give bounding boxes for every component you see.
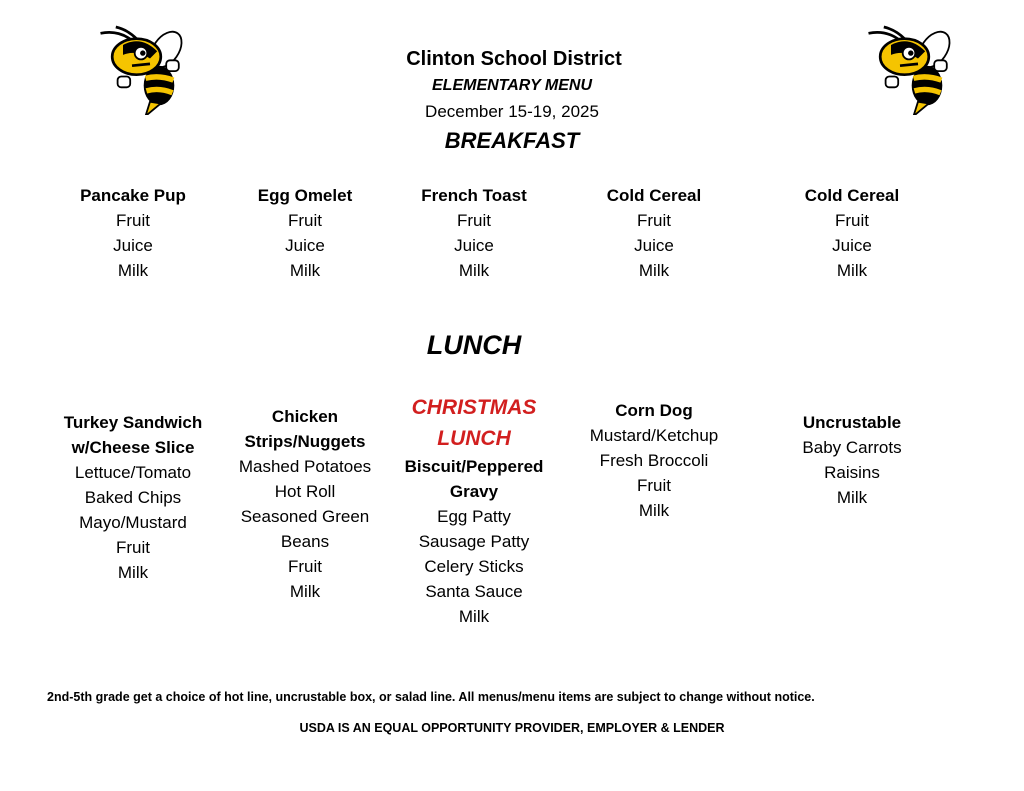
breakfast-side-item: Juice [454,236,494,255]
lunch-side-item: Sausage Patty [418,532,530,551]
breakfast-heading: BREAKFAST [444,128,580,153]
lunch-side-item: Fruit [116,538,150,557]
special-event-label: CHRISTMAS [411,396,537,419]
breakfast-side-item: Juice [113,236,153,255]
yellowjacket-mascot-logo-left [96,20,186,115]
lunch-side-item: Mayo/Mustard [79,513,187,532]
lunch-day-1 [64,410,203,585]
lunch-main-item: Biscuit/Peppered [404,457,544,476]
breakfast-side-item: Juice [832,236,872,255]
breakfast-side-item: Milk [458,261,490,280]
lunch-main-item: w/Cheese Slice [71,438,195,457]
breakfast-side-item: Fruit [456,211,491,230]
lunch-side-item: Milk [458,607,490,626]
menu-dates: December 15-19, 2025 [425,102,599,121]
breakfast-side-item: Milk [117,261,149,280]
lunch-side-item: Milk [836,488,868,507]
breakfast-main-item: Cold Cereal [804,186,900,205]
lunch-side-item: Seasoned Green [240,507,370,526]
breakfast-side-item: Juice [634,236,674,255]
yellowjacket-mascot-logo-right [864,20,954,115]
lunch-main-item: Uncrustable [802,413,902,432]
breakfast-day-3 [421,183,526,283]
lunch-day-2 [239,404,371,604]
district-title: Clinton School District [406,48,622,70]
breakfast-side-item: Fruit [288,211,322,230]
usda-statement: USDA IS AN EQUAL OPPORTUNITY PROVIDER, EMPLOYER & LENDER [299,721,725,735]
breakfast-main-item: Cold Cereal [606,186,702,205]
lunch-side-item: Celery Sticks [424,557,524,576]
menu-type: ELEMENTARY MENU [431,77,593,94]
breakfast-main-item: French Toast [421,186,527,205]
breakfast-side-item: Fruit [834,211,869,230]
lunch-main-item: Turkey Sandwich [63,413,203,432]
breakfast-side-item: Fruit [636,211,671,230]
lunch-side-item: Baby Carrots [802,438,902,457]
breakfast-day-1 [80,183,186,283]
lunch-side-item: Egg Patty [437,507,511,526]
lunch-main-item: Strips/Nuggets [244,432,366,451]
lunch-heading: LUNCH [426,330,522,360]
lunch-side-item: Milk [117,563,149,582]
breakfast-main-item: Egg Omelet [257,186,353,205]
lunch-side-item: Fresh Broccoli [599,451,709,470]
lunch-side-item: Lettuce/Tomato [74,463,192,482]
special-event-label: LUNCH [437,427,511,450]
lunch-main-item: Gravy [449,482,499,501]
lunch-day-3 [405,392,544,629]
breakfast-day-4 [607,183,701,283]
breakfast-side-item: Milk [638,261,670,280]
lunch-side-item: Milk [638,501,670,520]
lunch-main-item: Chicken [271,407,339,426]
breakfast-side-item: Milk [289,261,321,280]
breakfast-day-2 [258,183,352,283]
lunch-side-item: Hot Roll [274,482,336,501]
lunch-side-item: Raisins [824,463,880,482]
lunch-day-4 [590,398,719,523]
breakfast-side-item: Milk [836,261,868,280]
breakfast-side-item: Fruit [115,211,150,230]
lunch-day-5 [802,410,901,510]
lunch-side-item: Fruit [288,557,322,576]
lunch-side-item: Fruit [636,476,671,495]
breakfast-main-item: Pancake Pup [80,186,186,205]
lunch-side-item: Mustard/Ketchup [589,426,719,445]
breakfast-day-5 [805,183,899,283]
lunch-side-item: Milk [289,582,321,601]
lunch-side-item: Santa Sauce [425,582,523,601]
lunch-main-item: Corn Dog [615,401,693,420]
breakfast-side-item: Juice [285,236,325,255]
lunch-side-item: Baked Chips [84,488,182,507]
lunch-side-item: Mashed Potatoes [238,457,372,476]
lunch-side-item: Beans [280,532,330,551]
grade-choice-note: 2nd-5th grade get a choice of hot line, uncrustable box, or salad line. All menus/menu items are subject to change without notice. [47,690,815,704]
